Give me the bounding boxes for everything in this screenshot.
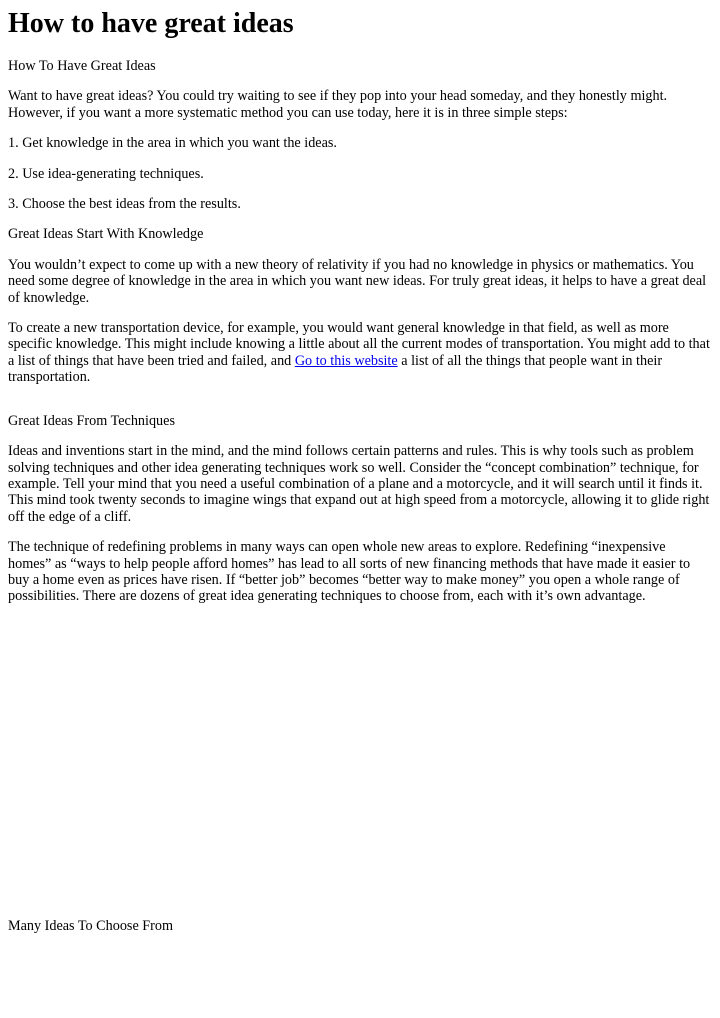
knowledge-paragraph-2 xyxy=(8,320,712,386)
knowledge-paragraph-1: You wouldn’t expect to come up with a new theory of relativity if you had no knowledge in physics or mathematics. You need some degree of knowledge in the area in which you want new ideas. For truly great ideas, it helps to have a great deal of knowledge. xyxy=(8,256,707,306)
website-link[interactable]: Go to this website xyxy=(294,352,398,369)
knowledge-paragraph-2-text-after: a list of all the things that people want in their transportation. xyxy=(8,352,663,386)
techniques-paragraph-2: The technique of redefining problems in many ways can open whole new areas to explore. Redefining “inexpensive homes” as “ways to help people afford homes” has lead to all sorts of new financing methods that have made it easier to buy a home even as prices have risen. If “better job” becomes “better way to make money” you open a whole range of possibilities. There are dozens of great idea generating techniques to choose from, each with it’s own advantage. xyxy=(8,539,691,605)
section-heading-techniques: Great Ideas From Techniques xyxy=(8,412,175,429)
page-title: How to have great ideas xyxy=(8,8,294,39)
intro-paragraph: Want to have great ideas? You could try waiting to see if they pop into your head someday, and they honestly might. However, if you want a more systematic method you can use today, here it is in three simple steps: xyxy=(8,88,668,121)
techniques-paragraph-1: Ideas and inventions start in the mind, and the mind follows certain patterns and rules. This is why tools such as problem solving techniques and other idea generating techniques work so well. Consider the “concept combination” technique, for example. Tell your mind that you need a useful combination of a plane and a motorcycle, and it will search until it finds it. This mind took twenty seconds to imagine wings that expand out at high speed from a motorcycle, allowing it to glide right off the edge of a cliff. xyxy=(8,443,710,525)
article xyxy=(8,0,712,934)
step-3: 3. Choose the best ideas from the results. xyxy=(8,196,241,213)
step-2: 2. Use idea-generating techniques. xyxy=(8,165,204,182)
knowledge-paragraph-2-text-before: To create a new transportation device, for example, you would want general knowledge in that field, as well as more specific knowledge. This might include knowing a little about all the current modes of transportation. You might add to that a list of things that have been tried and failed, and xyxy=(8,320,710,369)
step-1: 1. Get knowledge in the area in which you want the ideas. xyxy=(8,135,337,152)
section-heading-choose: Many Ideas To Choose From xyxy=(8,917,174,934)
article-subtitle: How To Have Great Ideas xyxy=(8,58,156,74)
section-heading-knowledge: Great Ideas Start With Knowledge xyxy=(8,226,204,243)
